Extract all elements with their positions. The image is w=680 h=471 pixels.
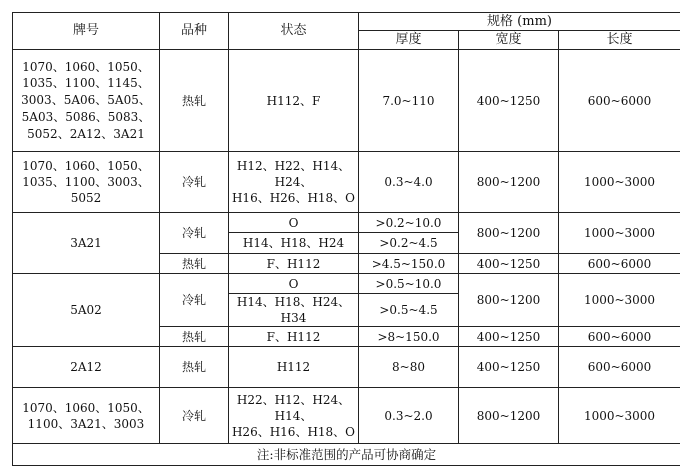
table-row: [13, 50, 680, 152]
header-grade: 牌号: [13, 13, 160, 50]
length-cell: 600~6000: [559, 50, 680, 152]
grade-line: 5052: [70, 191, 102, 205]
temper-cell: H14、H18、H24、H34: [229, 294, 359, 327]
thickness-cell: >0.5~4.5: [359, 294, 459, 327]
grade-cell: [13, 152, 160, 213]
thickness-cell: >0.5~10.0: [359, 274, 459, 294]
length-cell: 600~6000: [559, 254, 680, 274]
temper-cell: O: [229, 274, 359, 294]
temper-cell: H112: [229, 347, 359, 388]
thickness-cell: 8~80: [359, 347, 459, 388]
header-temper: 状态: [229, 13, 359, 50]
grade-line: 3003、5A06、5A05、: [21, 93, 151, 108]
table-row: [13, 213, 680, 233]
width-cell: 800~1200: [459, 274, 559, 327]
footnote: 注:非标准范围的产品可协商确定: [13, 444, 680, 466]
thickness-cell: >8~150.0: [359, 327, 459, 347]
length-cell: 1000~3000: [559, 388, 680, 444]
temper-cell: F、H112: [229, 254, 359, 274]
aluminum-spec-table: [12, 12, 680, 466]
width-cell: 800~1200: [459, 213, 559, 254]
thickness-cell: 7.0~110: [359, 50, 459, 152]
thickness-cell: >0.2~10.0: [359, 213, 459, 233]
width-cell: 400~1250: [459, 50, 559, 152]
variety-cell: 热轧: [160, 50, 229, 152]
temper-line: H16、H26、H18、O: [231, 191, 356, 205]
variety-cell: 热轧: [160, 347, 229, 388]
header-length: 长度: [559, 31, 680, 50]
temper-line: H22、H12、H24、H14、: [236, 392, 351, 423]
grade-line: 1070、1060、1050、: [22, 159, 150, 173]
length-cell: 1000~3000: [559, 213, 680, 254]
variety-cell: 热轧: [160, 327, 229, 347]
thickness-cell: >0.2~4.5: [359, 233, 459, 254]
thickness-cell: 0.3~2.0: [359, 388, 459, 444]
length-cell: 1000~3000: [559, 274, 680, 327]
variety-cell: 冷轧: [160, 274, 229, 327]
grade-line: 5A03、5086、5083、: [21, 109, 151, 124]
grade-line: 1035、1100、1145、: [22, 76, 150, 91]
grade-cell: [13, 50, 160, 152]
table-header-row: [13, 13, 680, 31]
temper-line: H26、H16、H18、O: [231, 424, 356, 439]
variety-cell: 冷轧: [160, 213, 229, 254]
thickness-cell: >4.5~150.0: [359, 254, 459, 274]
width-cell: 800~1200: [459, 152, 559, 213]
header-thickness: 厚度: [359, 31, 459, 50]
table-row: [13, 274, 680, 294]
grade-line: 1100、3A21、3003: [27, 416, 145, 431]
width-cell: 800~1200: [459, 388, 559, 444]
length-cell: 600~6000: [559, 327, 680, 347]
variety-cell: 热轧: [160, 254, 229, 274]
temper-cell: H112、F: [229, 50, 359, 152]
header-spec: 规格 (mm): [359, 13, 680, 31]
note-row: [13, 444, 680, 466]
temper-cell: F、H112: [229, 327, 359, 347]
temper-cell: [229, 152, 359, 213]
variety-cell: 冷轧: [160, 388, 229, 444]
temper-cell: [229, 388, 359, 444]
width-cell: 400~1250: [459, 327, 559, 347]
grade-line: 5052、2A12、3A21: [27, 126, 145, 141]
temper-line: H12、H22、H14、H24、: [236, 159, 351, 189]
temper-cell: H14、H18、H24: [229, 233, 359, 254]
grade-cell: 3A21: [13, 213, 160, 274]
width-cell: 400~1250: [459, 347, 559, 388]
grade-line: 1070、1060、1050、: [22, 400, 150, 415]
thickness-cell: 0.3~4.0: [359, 152, 459, 213]
grade-cell: 5A02: [13, 274, 160, 347]
header-variety: 品种: [160, 13, 229, 50]
grade-cell: [13, 388, 160, 444]
grade-cell: 2A12: [13, 347, 160, 388]
length-cell: 600~6000: [559, 347, 680, 388]
length-cell: 1000~3000: [559, 152, 680, 213]
grade-line: 1035、1100、3003、: [22, 175, 150, 189]
temper-cell: O: [229, 213, 359, 233]
table-row: [13, 347, 680, 388]
variety-cell: 冷轧: [160, 152, 229, 213]
table-row: [13, 152, 680, 213]
width-cell: 400~1250: [459, 254, 559, 274]
header-width: 宽度: [459, 31, 559, 50]
grade-line: 1070、1060、1050、: [22, 59, 150, 74]
table-row: [13, 388, 680, 444]
